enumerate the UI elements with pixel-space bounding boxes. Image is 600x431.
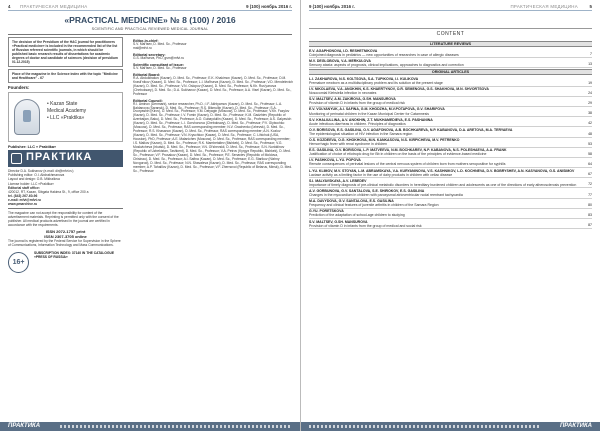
toc-entry-page: 87 [588, 223, 592, 228]
toc-entry-title: Changes in the myocardium in children with paroxysmal atrioventricular nodal reentrant tachycardia [309, 193, 463, 198]
toc-entry-page: 67 [588, 172, 592, 177]
content-title: CONTENT [436, 31, 465, 37]
founders-title: Founders: [8, 85, 30, 91]
toc-entry-page: 42 [588, 121, 592, 126]
toc-entry-authors: A.V. GORBUNOVA, G.V. SANTALOVA, S.E. SHIROKOV, E.S. GASILINA [309, 188, 425, 193]
toc-entry[interactable] [309, 148, 592, 158]
left-header-rule [8, 10, 292, 11]
hac-note: The decision of the Presidium of the HAC journal for practitioners «Practical medicine» is included in the recommended list of the list of Russian refereed scientific journals, in which should be published basic research results of dissertations for academic degrees of doctor and candidate of sciences (decision of presidium 01.12.2015) [12, 40, 118, 65]
title-rule [8, 34, 292, 35]
toc-entry-authors: S.V. MALTSEV, G.SH. MANSUROVA [309, 219, 368, 224]
left-footer-logo: ПРАКТИКА [8, 423, 41, 429]
left-page-header [8, 3, 292, 12]
toc-entry-page: 48 [588, 131, 592, 136]
toc-entry-page: 80 [588, 202, 592, 207]
toc-entry[interactable] [309, 127, 592, 137]
index-note-box [8, 69, 123, 83]
toc-entry-page: 64 [588, 162, 592, 167]
right-footer-logo: ПРАКТИКА [559, 423, 592, 429]
right-running-head: ПРАКТИЧЕСКАЯ МЕДИЦИНА [510, 4, 578, 9]
founder-item: Medical Academy [47, 108, 87, 115]
toc-entry-title: Monitoring of perinatal children in the Kazan Municipal Center for Catamnesis [309, 111, 430, 116]
toc-entry-page: 58 [588, 151, 592, 156]
editor-in-chief-label: Editor-in-chief: [133, 39, 159, 43]
toc-entry[interactable] [309, 199, 592, 209]
editorial-board-list: R.A. Abdulkhakov (Kazan), D. Med. Sc., Professor; E.K. Khakimov (Kazan), D. Med. Sc., Professor; D.M. Krasil'nikov (Kazan), D. Med. Sc., Professor; L.I. Mal'tseva (Kazan), D. Med. Sc., Professor; V.D. Mendelevich (Kazan), D. Med. Sc., Professor; V.N. Oslopov (Kazan), D. Med. Sc., Professor; N.Kh. Rus'yanova (Cheboksary), D. Med. Sc.; D.A. Sukhanov (Kazan), D. Med. Sc., Professor; A.A. Visel (Kazan), D. Med. Sc., Professor [133, 75, 293, 96]
toc-entry-page: 38 [588, 111, 592, 116]
editor-in-chief-email: mal@mfvt.ru [133, 45, 152, 50]
index-note: Place of the magazine in the Science index with the topic "Medicine and Healthcare" - 67 [12, 72, 118, 81]
toc-entry[interactable] [309, 107, 592, 117]
registration-note: The journal is registered by the Federal Service for Supervision in the Sphere of Communications, Information Technology and Mass Communications. [8, 238, 121, 248]
toc-entry[interactable] [309, 58, 592, 68]
toc-entry-title: Frequency and clinical features of juvenile arthritis in children of the Samara Region [309, 203, 439, 208]
right-header-rule [309, 10, 592, 11]
toc-entry[interactable] [309, 219, 592, 229]
toc-entry-authors: S.V. KHALIULLINA, A.V. ANOKHIN, Z.T. MUKHAMEDIEVA, E.S. PASHANINA [309, 117, 433, 122]
toc-entry[interactable] [309, 138, 592, 148]
toc-entry-page: 19 [588, 80, 592, 85]
founders-box [8, 92, 123, 142]
toc-entry-page: 77 [588, 192, 592, 197]
toc-entry-title: Provision of vitamin D in infants from the group of medical and social risk [309, 223, 422, 228]
toc-section-heading: ORIGINAL ARTICLES [309, 69, 592, 75]
publishing-editor: Publishing editor: O.I. Abdrakhmanova [8, 173, 65, 178]
toc-entry-title: Provision of vitamin D in infants from the group of medical risk [309, 101, 405, 106]
toc-entry-title: Importance of timely diagnosis of pre-clinical metabolic disorders in hereditary burdened children and adolescents as one of the directions of early atherosclerosis prevention [309, 182, 577, 187]
toc-entry-page: 72 [588, 182, 592, 187]
toc-entry-authors: G.YU. PORETSKOVA [309, 209, 344, 214]
toc-entry[interactable] [309, 168, 592, 178]
layout-credit: Layout and design: O.B. Mikhailova [8, 177, 60, 182]
founder-item: • Kazan State [47, 101, 78, 108]
toc-entry-page: 13 [588, 62, 592, 67]
publisher-logo [8, 150, 123, 167]
subscription-note: SUBSCRIPTION INDEX: 37140 IN THE CATALOGUE «PRESS OF RUSSIA» [34, 251, 115, 259]
academy-crest-icon [14, 99, 40, 135]
left-footer [0, 422, 300, 431]
toc-entry-authors: L.YU. KLIMOV, M.V. STOYAN, L.M. ABRAMSKAYA, V.A. KURYANINOVA, V.S. KASHNIKOV, L.D. KOCHNEVA, D.V. BOBRYSHEV, A.N. KASYANOVA, G.S. ANISIMOV [309, 168, 575, 173]
toc-entry-title: Remote consequences of perinatal lesions of the central nervous system of children born from mothers seropositive for syphilis [309, 162, 506, 167]
toc-entry[interactable] [309, 117, 592, 127]
imprint-rule [8, 208, 123, 209]
journal-subtitle: SCIENTIFIC AND PRACTICAL REVIEWED MEDICAL JOURNAL [91, 27, 209, 31]
toc-entry[interactable] [309, 188, 592, 198]
publisher-logo-text: ПРАКТИКА [26, 151, 93, 164]
right-issue-label: 9 (100) ноябрь 2016 г. [309, 4, 355, 9]
editor-in-chief: S.V. Mal'tsev, D. Med. Sc., Professor [133, 42, 187, 46]
toc-entry-title: Hemorrhagic fever with renal syndrome in children [309, 142, 388, 147]
editorial-board-label: Editorial Board: [133, 72, 160, 77]
toc-entry-title: Justification of choice of etiotropic drug for Bb in children on the basis of the principles of evidence-based medicine [309, 152, 487, 157]
age-subscription-block [8, 251, 123, 274]
right-footer-pattern [309, 425, 540, 428]
consultant-label: Scientific consultant of issue: [133, 62, 184, 67]
toc-entry-page: 7 [590, 52, 592, 57]
issn-print: ISSN 2072-1757 print [45, 228, 86, 234]
right-page-header [309, 3, 592, 12]
toc-entry-authors: E.V. AGAPHONOVA, I.D. RESHETNIKOVA [309, 48, 378, 53]
toc-entry[interactable] [309, 97, 592, 107]
toc-entry[interactable] [309, 209, 592, 219]
editorial-council-list: R.I. Aminov (Denmark), senior researcher, Ph.D.; I.F. Akhtyamov (Kazan), D. Med. Sc., Professor; L.A. Baldanova (Saransk), D. Med. Sc., Professor; R.S. Bikmullin (Kazan), D. Med. Sc., Professor; S.A. Dvoryashin (Kirov), D. Med. Sc., Professor; V.M. Delyagin (Moscow), D. Med. Sc., Professor; V.Kh. Fazylov (Kazan), D. Med. Sc., Professor; I.V. Fomin (Kazan), D. Med. Sc., Professor; K.M. Gadzhiev (Republic of Azerbaijan, Baku), D. Med. Sc., Professor; A.O. Gubaydullin (Kazan), D. Med. Sc., Professor; A.S. Galyavich (Kazan), D. Med. Sc., Professor; L.I. Gorshonova (Cheboksary), D. Med. Sc., Professor; P.V. Glybochko (Moscow), D. Med. Sc., Professor, RAS corresponding member; N.V. Grachenko (Izhevsk), D. Med. Sc., Professor; R.S. Khasanov (Kazan), D. Med. Sc., Professor, RAS corresponding member; A.N. Kozlov (Kazan), D. Med. Sc., Professor; V.N. Kryuchkov (Kazan), D. Med. Sc., Professor; C. Lihichuk (USA, Houston), PhD, Professor; A.E. Malanichev (Moscow), D. Med. Sc., Professor, RAS corresponding member; I.S. Malkov (Kazan), D. Med. Sc., Professor; R.K. Mambetaliev (Bishkek), D. Med. Sc., Professor; V.G. Moskvicheva (Irkutsk), D. Med. Sc., Professor; V.N. Ol'shevskii, D. Med. Sc., Professor; S.N. Nuriddinov (Republic of Uzbekistan, Tashkent), D. Med. Sc., Professor; V.A. Petrov (Kyrgyz Republic, Bishkek), D. Med. Sc., Professor; V.F. Prusakov (Kazan), D. Med. Sc., Professor; P.E. Senaviev (Republic of Moldova, Chisinau), D. Med. Sc., Professor; A.I. Safina (Kazan), D. Med. Sc., Professor; E.G. Starikov (Nizhny Novgorod), D. Med. Sc., Professor; N.N. Shavaleva (Kazan), D. Med. Sc., Professor, RAS corresponding member; A.P. Tahaillov (Kazan), D. Med. Sc., Professor; V.F. Zhernovoi (Republic of Belarus, Minsk), D. Med. Sc., Professor [133, 101, 292, 173]
toc-entry-page: 29 [588, 100, 592, 105]
issn-block [8, 229, 123, 239]
toc-entry[interactable] [309, 87, 592, 97]
founders-list [47, 101, 86, 122]
table-of-contents [309, 40, 592, 229]
toc-entry-title: Premature newborn as a multidisciplinary problem and its solution at the present stage [309, 80, 443, 85]
office-label: Editorial staff office: [8, 185, 40, 190]
toc-entry-title: Sensory ataxia: aspects of prognosis, clinical implications, approaches to diagnostics and correction [309, 62, 464, 67]
right-footer [301, 422, 600, 431]
toc-entry-authors: E.S. GASILINA, O.V. BORISOVA, L.P. MATVEEVA, N.M. BOCHKAREV, N.P. KABANOVA, N.S. POLESHAEVA, A.A. FRANK [309, 148, 507, 153]
toc-entry-authors: O.S. KOZDEEVA, O.G. KHOKHOVA, M.N. KANKASOVA, N.S. KIRPICHEVA, M.V. PETRENKO [309, 138, 460, 142]
copyright-note: The magazine can not accept the responsibility for content of the advertisement materials. Reprinting is permitted only with the consent of the publisher. All medical products advertised in the journal are certified in accordance with the requirements. [8, 210, 119, 227]
toc-entry[interactable] [309, 76, 592, 86]
toc-entry-title: Lactase activity as a limiting factor in the use of dairy products in children with celiac disease [309, 172, 453, 177]
office-site: www.pmarchive.ru [8, 201, 38, 206]
right-page [300, 0, 600, 431]
toc-entry-title: Prediction of the adaptation of school-age children to studying [309, 213, 405, 218]
left-footer-pattern [60, 425, 292, 428]
toc-entry-authors: S.V. MALTSEV, A.M. ZAKIROVA, G.SH. MANSUROVA [309, 97, 396, 102]
founder-item: • LLC «Praktika» [47, 115, 85, 122]
publisher-label: Publisher: LLC « Praktika» [8, 145, 57, 150]
toc-entry-authors: O.V. BORISOVA, E.S. GASILINA, O.V. AGAFONOVA, A.B. BOCHKAREVA, N.P. KABANOVA, D.A. ARETOVA, M.A. TERYAEVA [309, 127, 513, 132]
imprint-column [8, 37, 123, 274]
toc-entry-page: 53 [588, 141, 592, 146]
hac-note-box [8, 37, 123, 67]
left-running-head: ПРАКТИЧЕСКАЯ МЕДИЦИНА [20, 4, 88, 9]
toc-entry-authors: S.I. MALYAVSKAYA, A.V. LEBEDEV [309, 178, 367, 183]
director: Director D.A. Sukhanov (e-mail: dir@mfvt.ru) [8, 169, 74, 174]
toc-entry-title: The epidemiological situation of HIV infection in the Samara region [309, 131, 413, 136]
left-page-number: 4 [8, 4, 11, 9]
toc-entry-title: Acute infectious diarrheas in children. Principles of diagnostics [309, 121, 406, 126]
toc-entry-title: Coinjoined diagnosis in pediatrics — new opportunities of researches in case of allergic diseases [309, 52, 459, 57]
office-address: 420012, RT, Kazan, Sibgata Hakima St., 9, office 200 a [8, 189, 89, 194]
toc-entry-authors: E.V. VOLYANYUK, A.I. SAFINA, G.M. KHODZHA, M.V.POTAPOVA, G.V. SHARIFOVA [309, 107, 445, 112]
content-top-rule [309, 28, 592, 29]
toc-entry-authors: M.V. DEGLOBOVA, V.A. MERKULOVA [309, 58, 371, 63]
toc-entry[interactable] [309, 178, 592, 188]
toc-entry-page: 83 [588, 213, 592, 217]
toc-entry-authors: I.V. PASHKOVA, L.YU. POPOVA [309, 158, 361, 163]
toc-entry-page: 24 [588, 90, 592, 95]
toc-entry[interactable] [309, 158, 592, 168]
right-page-number: 5 [589, 4, 592, 9]
editorial-council-label: Editorial Council: [133, 98, 163, 103]
toc-entry-title: Nosocomial Klebsiella infection in neonates [309, 91, 377, 96]
office-tel: tel. (843) 267-60-96 [8, 193, 38, 198]
toc-section-heading: LITERATURE REVIEWS [309, 41, 592, 47]
consultant: S.V. Mal'tsev, D. Med. Sc., Professor [133, 65, 187, 70]
toc-entry-authors: L.I. ZAKHAROVA, N.S. KOLTSOVA, S.A. TUPIKOVA, I.I. KULIKOVA [309, 76, 419, 81]
left-issue-label: 9 (100) ноябрь 2016 г. [246, 4, 292, 9]
journal-title: «PRACTICAL MEDICINE» № 8 (100) / 2016 [64, 15, 236, 25]
issn-online: ISSN 2307-3705 online [44, 233, 87, 239]
secretary: G.S. Mal'tseva, PhD, gsm@mfvt.ru [133, 55, 185, 60]
toc-entry-authors: I.V. NIKOLAEVA, V.A. ANOKHIN, K.S. KHAERTYNOV, O.R. SEMENOVA, G.S. SHAKHOVA, M.N. SHVORTSOVA [309, 87, 489, 92]
editorial-column [133, 37, 293, 174]
toc-entry[interactable] [309, 48, 592, 58]
office-email: e-mail: mfvt@mfvt.ru [8, 197, 41, 202]
praktika-logo-icon [11, 153, 22, 164]
age-rating-badge: 16+ [8, 252, 29, 273]
secretary-label: Editorial secretary: [133, 52, 166, 57]
license-holder: License holder: LLC «Praktika» [8, 181, 54, 186]
toc-entry-authors: M.A. DAVYDOVA, G.V. SANTALOVA, E.S. GASILINA [309, 199, 394, 204]
